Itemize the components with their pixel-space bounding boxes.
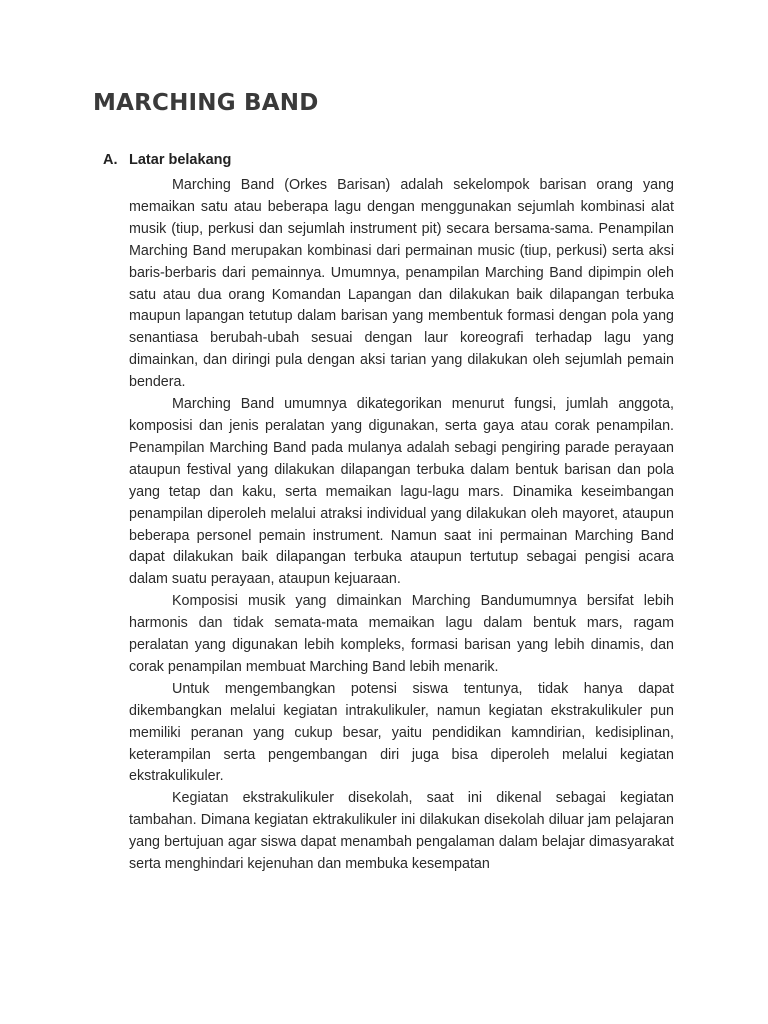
document-title: MARCHING BAND [93,90,319,116]
paragraph: Marching Band umumnya dikategorikan menurut fungsi, jumlah anggota, komposisi dan jenis peralatan yang digunakan, serta gaya atau corak penampilan. Penampilan Marching Band pada mulanya adalah sebagi pengiring parade perayaan ataupun festival yang dilakukan dilapangan terbuka dalam bentuk barisan dan pola yang tetap dan kaku, serta memaikan lagu-lagu mars. Dinamika keseimbangan penampilan diperoleh melalui atraksi individual yang dilakukan oleh mayoret, ataupun beberapa personel pemain instrument. Namun saat ini permainan Marching Band dapat dilakukan baik dilapangan terbuka ataupun tertutup sebagai pengisi acara dalam suatu perayaan, ataupun kejuaraan. [129,396,674,588]
section-heading-text: Latar belakang [129,152,232,168]
section-letter: A. [103,152,118,168]
paragraph: Kegiatan ekstrakulikuler disekolah, saat ini dikenal sebagai kegiatan tambahan. Dimana kegiatan ektrakulikuler ini dilakukan disekolah diluar jam pelajaran yang bertujuan agar siswa dapat menambah pengalaman dalam belajar dimasyarakat serta menghindari kejenuhan dan membuka kesempatan [129,790,674,873]
paragraph: Komposisi musik yang dimainkan Marching Bandumumnya bersifat lebih harmonis dan tidak semata-mata memaikan lagu dalam bentuk mars, ragam peralatan yang digunakan lebih kompleks, formasi barisan yang lebih dinamis, dan corak penampilan membuat Marching Band lebih menarik. [129,593,674,675]
paragraph: Marching Band (Orkes Barisan) adalah sekelompok barisan orang yang memaikan satu atau beberapa lagu dengan menggunakan sejumlah kombinasi alat musik (tiup, perkusi dan sejumlah instrument pit) secara bersama-sama. Penampilan Marching Band merupakan kombinasi dari permainan music (tiup, perkusi) serta aksi baris-berbaris dari pemainnya. Umumnya, penampilan Marching Band dipimpin oleh satu atau dua orang Komandan Lapangan dan dilakukan baik dilapangan terbuka maupun lapangan tetutup dalam barisan yang membentuk formasi dengan pola yang senantiasa berubah-ubah sesuai dengan laur koreografi terhadap lagu yang dimainkan, dan diringi pula dengan aksi tarian yang dilakukan oleh sejumlah pemain bendera. [129,177,674,391]
paragraph: Untuk mengembangkan potensi siswa tentunya, tidak hanya dapat dikembangkan melalui kegiatan intrakulikuler, namun kegiatan ekstrakulikuler pun memiliki peranan yang cukup besar, yaitu pendidikan kamndirian, kedisiplinan, keterampilan serta pengembangan diri juga bisa diperoleh melalui kegiatan ekstrakulikuler. [129,680,674,785]
section-heading [103,152,231,168]
section-body [129,175,674,876]
